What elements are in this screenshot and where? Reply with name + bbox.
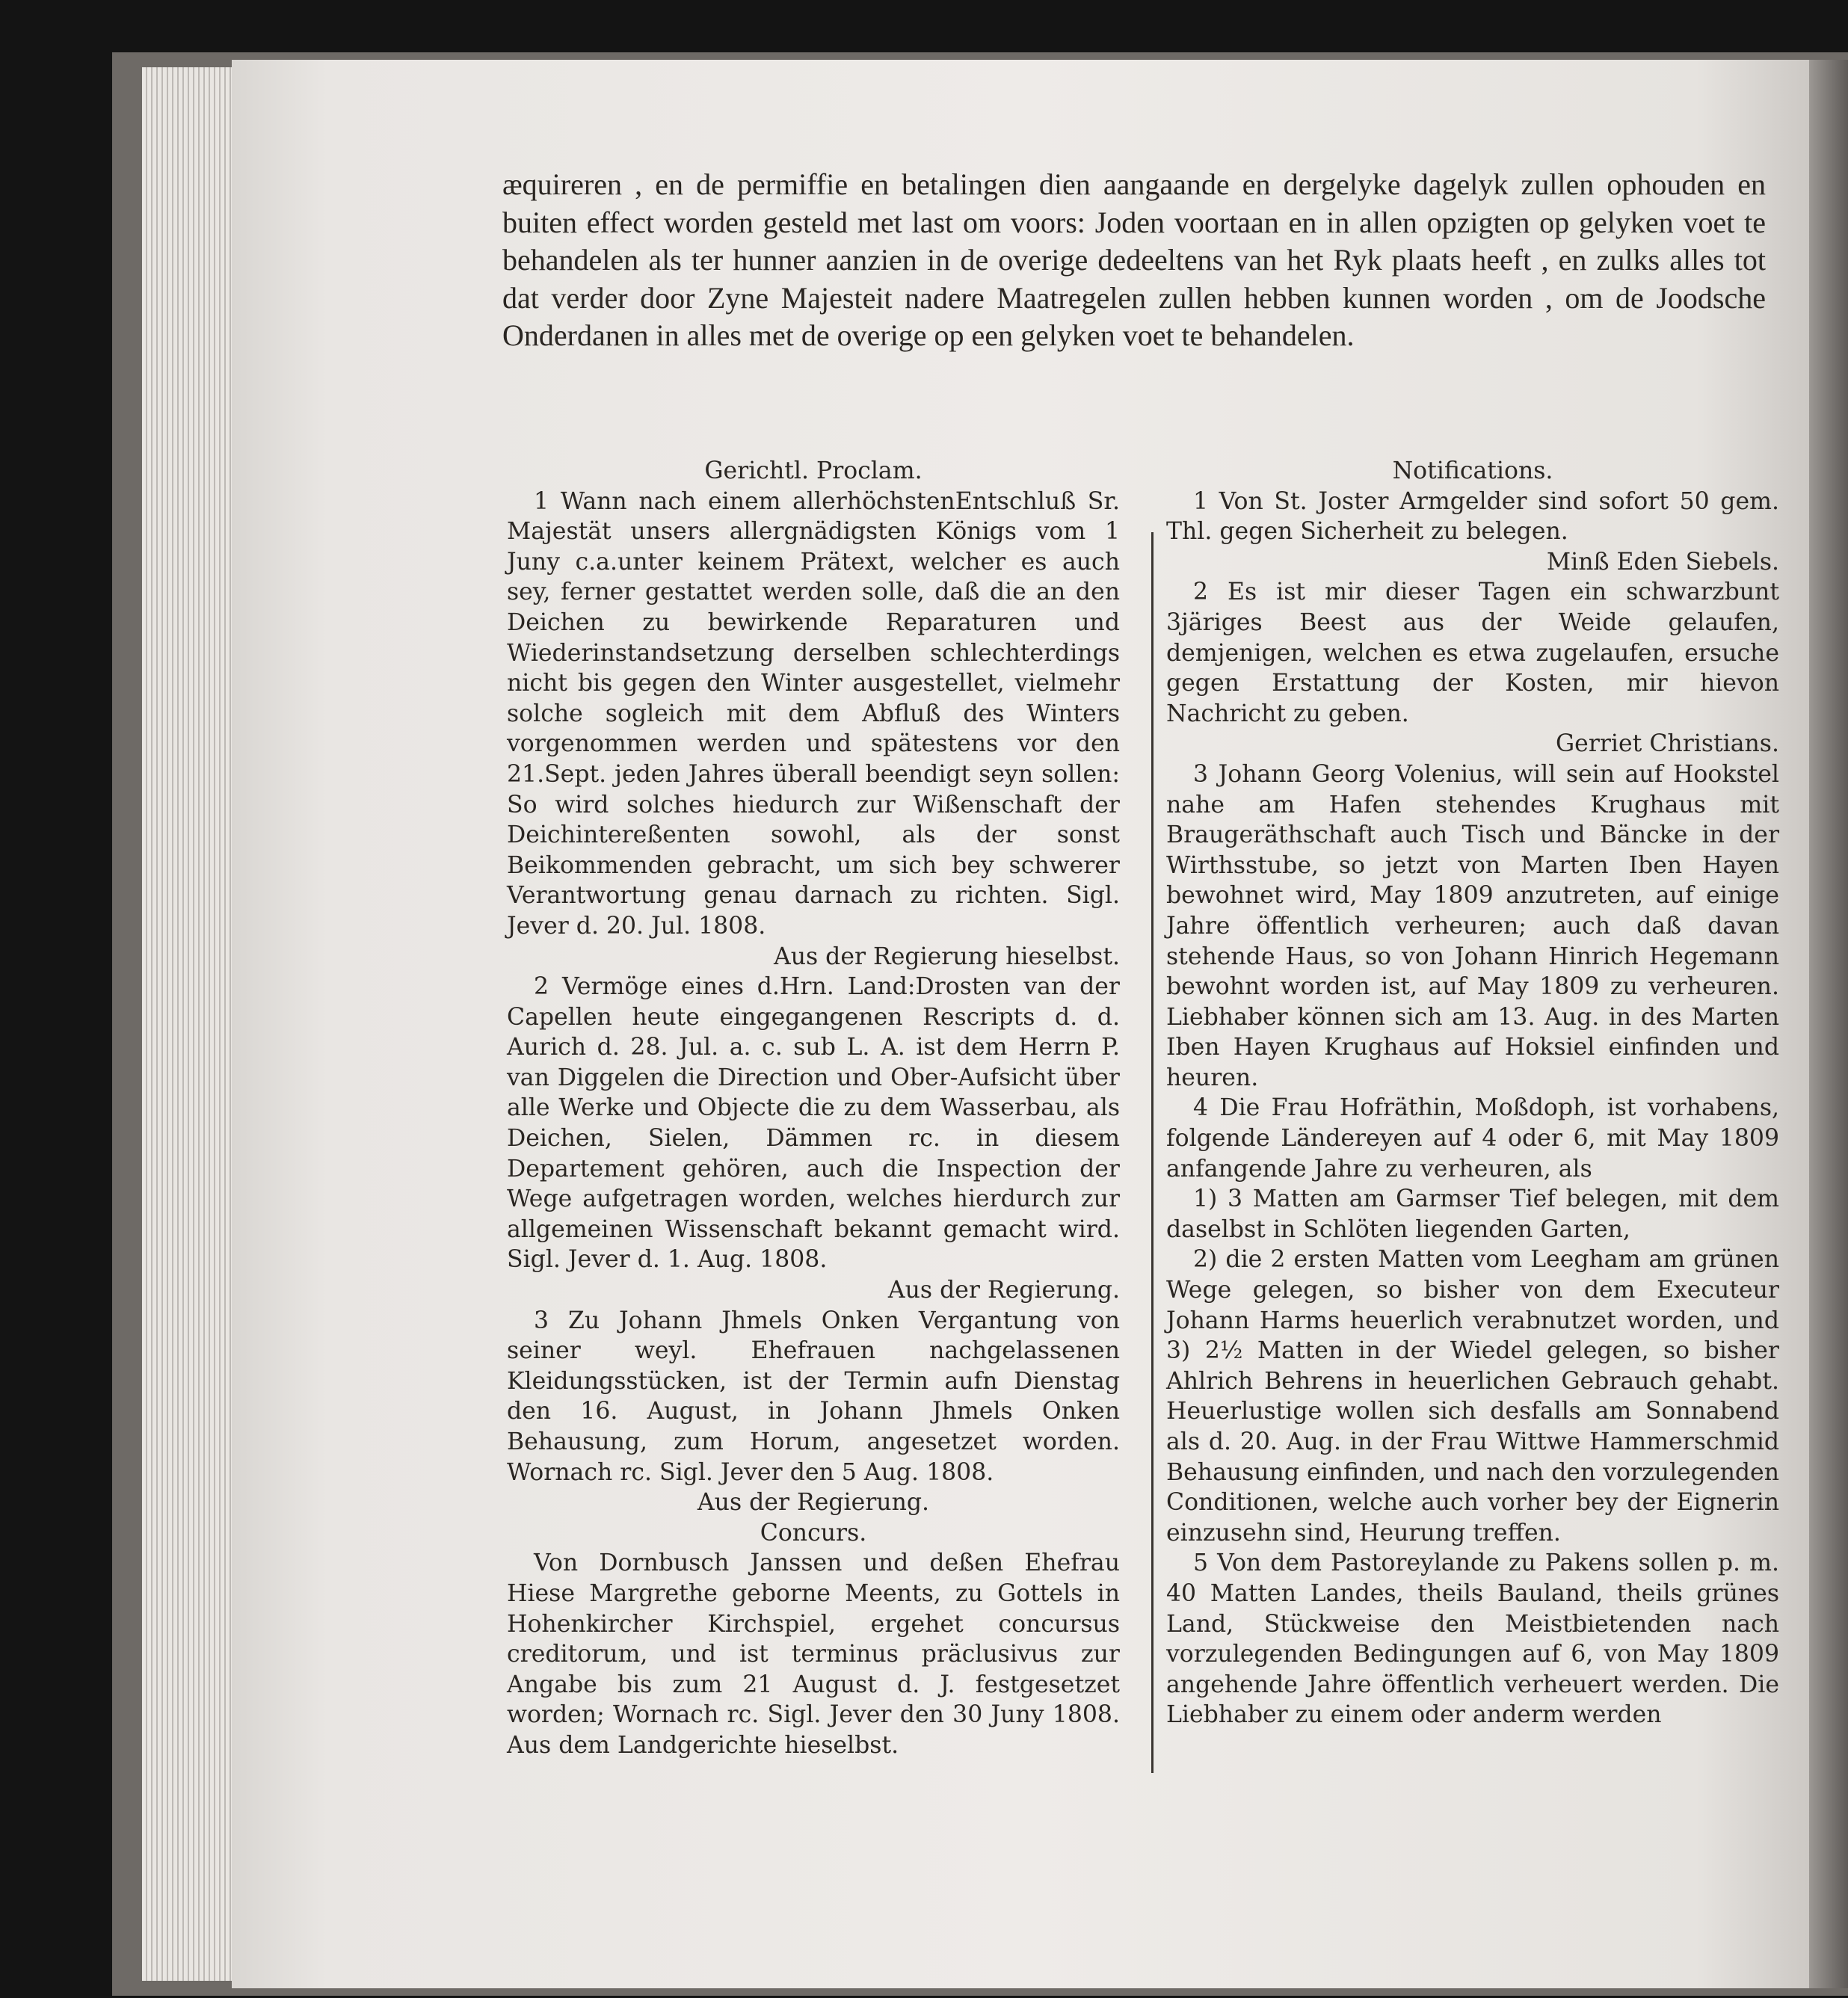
notification-4-item-1: 1) 3 Matten am Garmser Tief belegen, mit dem daselbst in Schlöten liegenden Garten, (1166, 1185, 1779, 1243)
concurs-heading: Concurs. (760, 1519, 867, 1547)
notification-4: 4 Die Frau Hofräthin, Moßdoph, ist vorhabens, folgende Ländereyen auf 4 oder 6, mit May 1809 anfangende Jahre zu verheuren, als (1166, 1094, 1779, 1183)
notice-2-signature: Aus der Regierung. (887, 1277, 1120, 1304)
notice-1: 1 Wann nach einem allerhöchstenEntschluß Sr. Majestät unsers allergnädigsten Königs vom 1 Juny c.a.unter keinem Prätext, welcher es auch sey, ferner gestattet werden solle, daß die an den Deichen zu bewirkende Reparaturen und Wiederinstandsetzung derselben schlechterdings nicht bis gegen den Winter ausgestellet, vielmehr solche sogleich mit dem Abfluß des Winters vorgenommen werden und spätestens vor den 21.Sept. jeden Jahres überall beendigt seyn sollen: So wird solches hiedurch zur Wißenschaft der Deichintereßenten sowohl, als der sonst Beikommenden gebracht, um sich bey schwerer Verantwortung genau darnach zu richten. Sigl. Jever d. 20. Jul. 1808. (507, 487, 1120, 940)
notification-3: 3 Johann Georg Volenius, will sein auf Hookstel nahe am Hafen stehendes Krughaus mit Braugeräthschaft auch Tisch und Bäncke in der Wirthsstube, so jetzt von Marten Iben Hayen bewohnet wird, May 1809 anzutreten, auf einige Jahre öffentlich verheuren; auch daß davan stehende Haus, so von Johann Hinrich Hegemann bewohnt worden ist, auf May 1809 zu verheuren. Liebhaber können sich am 13. Aug. in des Marten Iben Hayen Krughaus auf Hoksiel einfinden und heuren. (1166, 760, 1779, 1091)
notification-1: 1 Von St. Joster Armgelder sind sofort 50 gem. Thl. gegen Sicherheit zu belegen. (1166, 487, 1779, 546)
right-column (1166, 456, 1779, 1730)
notice-2: 2 Vermöge eines d.Hrn. Land:Drosten van der Capellen heute eingegangenen Rescripts d. d. Aurich d. 28. Jul. a. c. sub L. A. ist dem Herrn P. van Diggelen die Direction und Ober-Aufsicht über alle Werke und Objecte die zu dem Wasserbau, als Deichen, Sielen, Dämmen rc. in diesem Departement gehören, auch die Inspection der Wege aufgetragen worden, welches hierdurch zur allgemeinen Wissenschaft bekannt gemacht wird. Sigl. Jever d. 1. Aug. 1808. (507, 973, 1120, 1274)
notice-3: 3 Zu Johann Jhmels Onken Vergantung von seiner weyl. Ehefrauen nachgelassenen Kleidungsstücken, ist der Termin aufn Dienstag den 16. August, in Johann Jhmels Onken Behausung, zum Horum, angesetzet worden. Wornach rc. Sigl. Jever den 5 Aug. 1808. (507, 1307, 1120, 1486)
notification-4-item-2: 2) die 2 ersten Matten vom Leegham am grünen Wege gelegen, so bisher von dem Executeur Johann Harms heuerlich verabnutzet worden, und 3) 2½ Matten in der Wiedel gelegen, so bisher Ahlrich Behrens in heuerlichen Gebrauch gehabt. Heuerlustige wollen sich desfalls am Sonnabend als d. 20. Aug. in der Frau Wittwe Hammerschmid Behausung einfinden, und nach den vorzulegenden Conditionen, welche auch vorher bey der Eignerin einzusehn sind, Heurung treffen. (1166, 1246, 1779, 1547)
notification-1-signature: Minß Eden Siebels. (1546, 548, 1779, 576)
right-heading: Notifications. (1392, 457, 1553, 484)
left-column (507, 456, 1120, 1761)
page-edges (142, 67, 239, 1981)
notification-5: 5 Von dem Pastoreylande zu Pakens sollen p. m. 40 Matten Landes, theils Bauland, theils grünes Land, Stückweise den Meistbietenden nach vorzulegenden Bedingungen auf 6, von May 1809 angehende Jahre öffentlich verheuert werden. Die Liebhaber zu einem oder anderm werden (1166, 1550, 1779, 1729)
intro-paragraph (502, 166, 1766, 355)
notice-1-signature: Aus der Regierung hieselbst. (773, 943, 1120, 970)
concurs-notice: Von Dornbusch Janssen und deßen Ehefrau Hiese Margrethe geborne Meents, zu Gottels in Hohenkircher Kirchspiel, ergehet concursus creditorum, und ist terminus präclusivus zur Angabe bis zum 21 August d. J. festgesetzet worden; Wornach rc. Sigl. Jever den 30 Juny 1808. Aus dem Landgerichte hieselbst. (507, 1550, 1120, 1759)
next-page-edge (1809, 60, 1848, 1988)
intro-text: æquireren , en de permiffie en betalingen dien aangaande en dergelyke dagelyk zullen ophouden en buiten effect worden gesteld met last om voors: Joden voortaan en in allen opzigten op gelyken voet te behandelen als ter hunner aanzien in de overige dedeeltens van het Ryk plaats heeft , en zulks alles tot dat verder door Zyne Majesteit nadere Maatregelen zullen hebben kunnen worden , om de Joodsche Onderdanen in alles met de overige op een gelyken voet te behandelen. (502, 167, 1766, 352)
notification-2: 2 Es ist mir dieser Tagen ein schwarzbunt 3järiges Beest aus der Weide gelaufen, demjenigen, welchen es etwa zugelaufen, ersuche gegen Erstattung der Kosten, mir hievon Nachricht zu geben. (1166, 579, 1779, 727)
notification-2-signature: Gerriet Christians. (1556, 730, 1779, 758)
notice-3-signature: Aus der Regierung. (697, 1489, 930, 1517)
left-heading: Gerichtl. Proclam. (704, 457, 923, 484)
column-divider (1151, 532, 1154, 1773)
